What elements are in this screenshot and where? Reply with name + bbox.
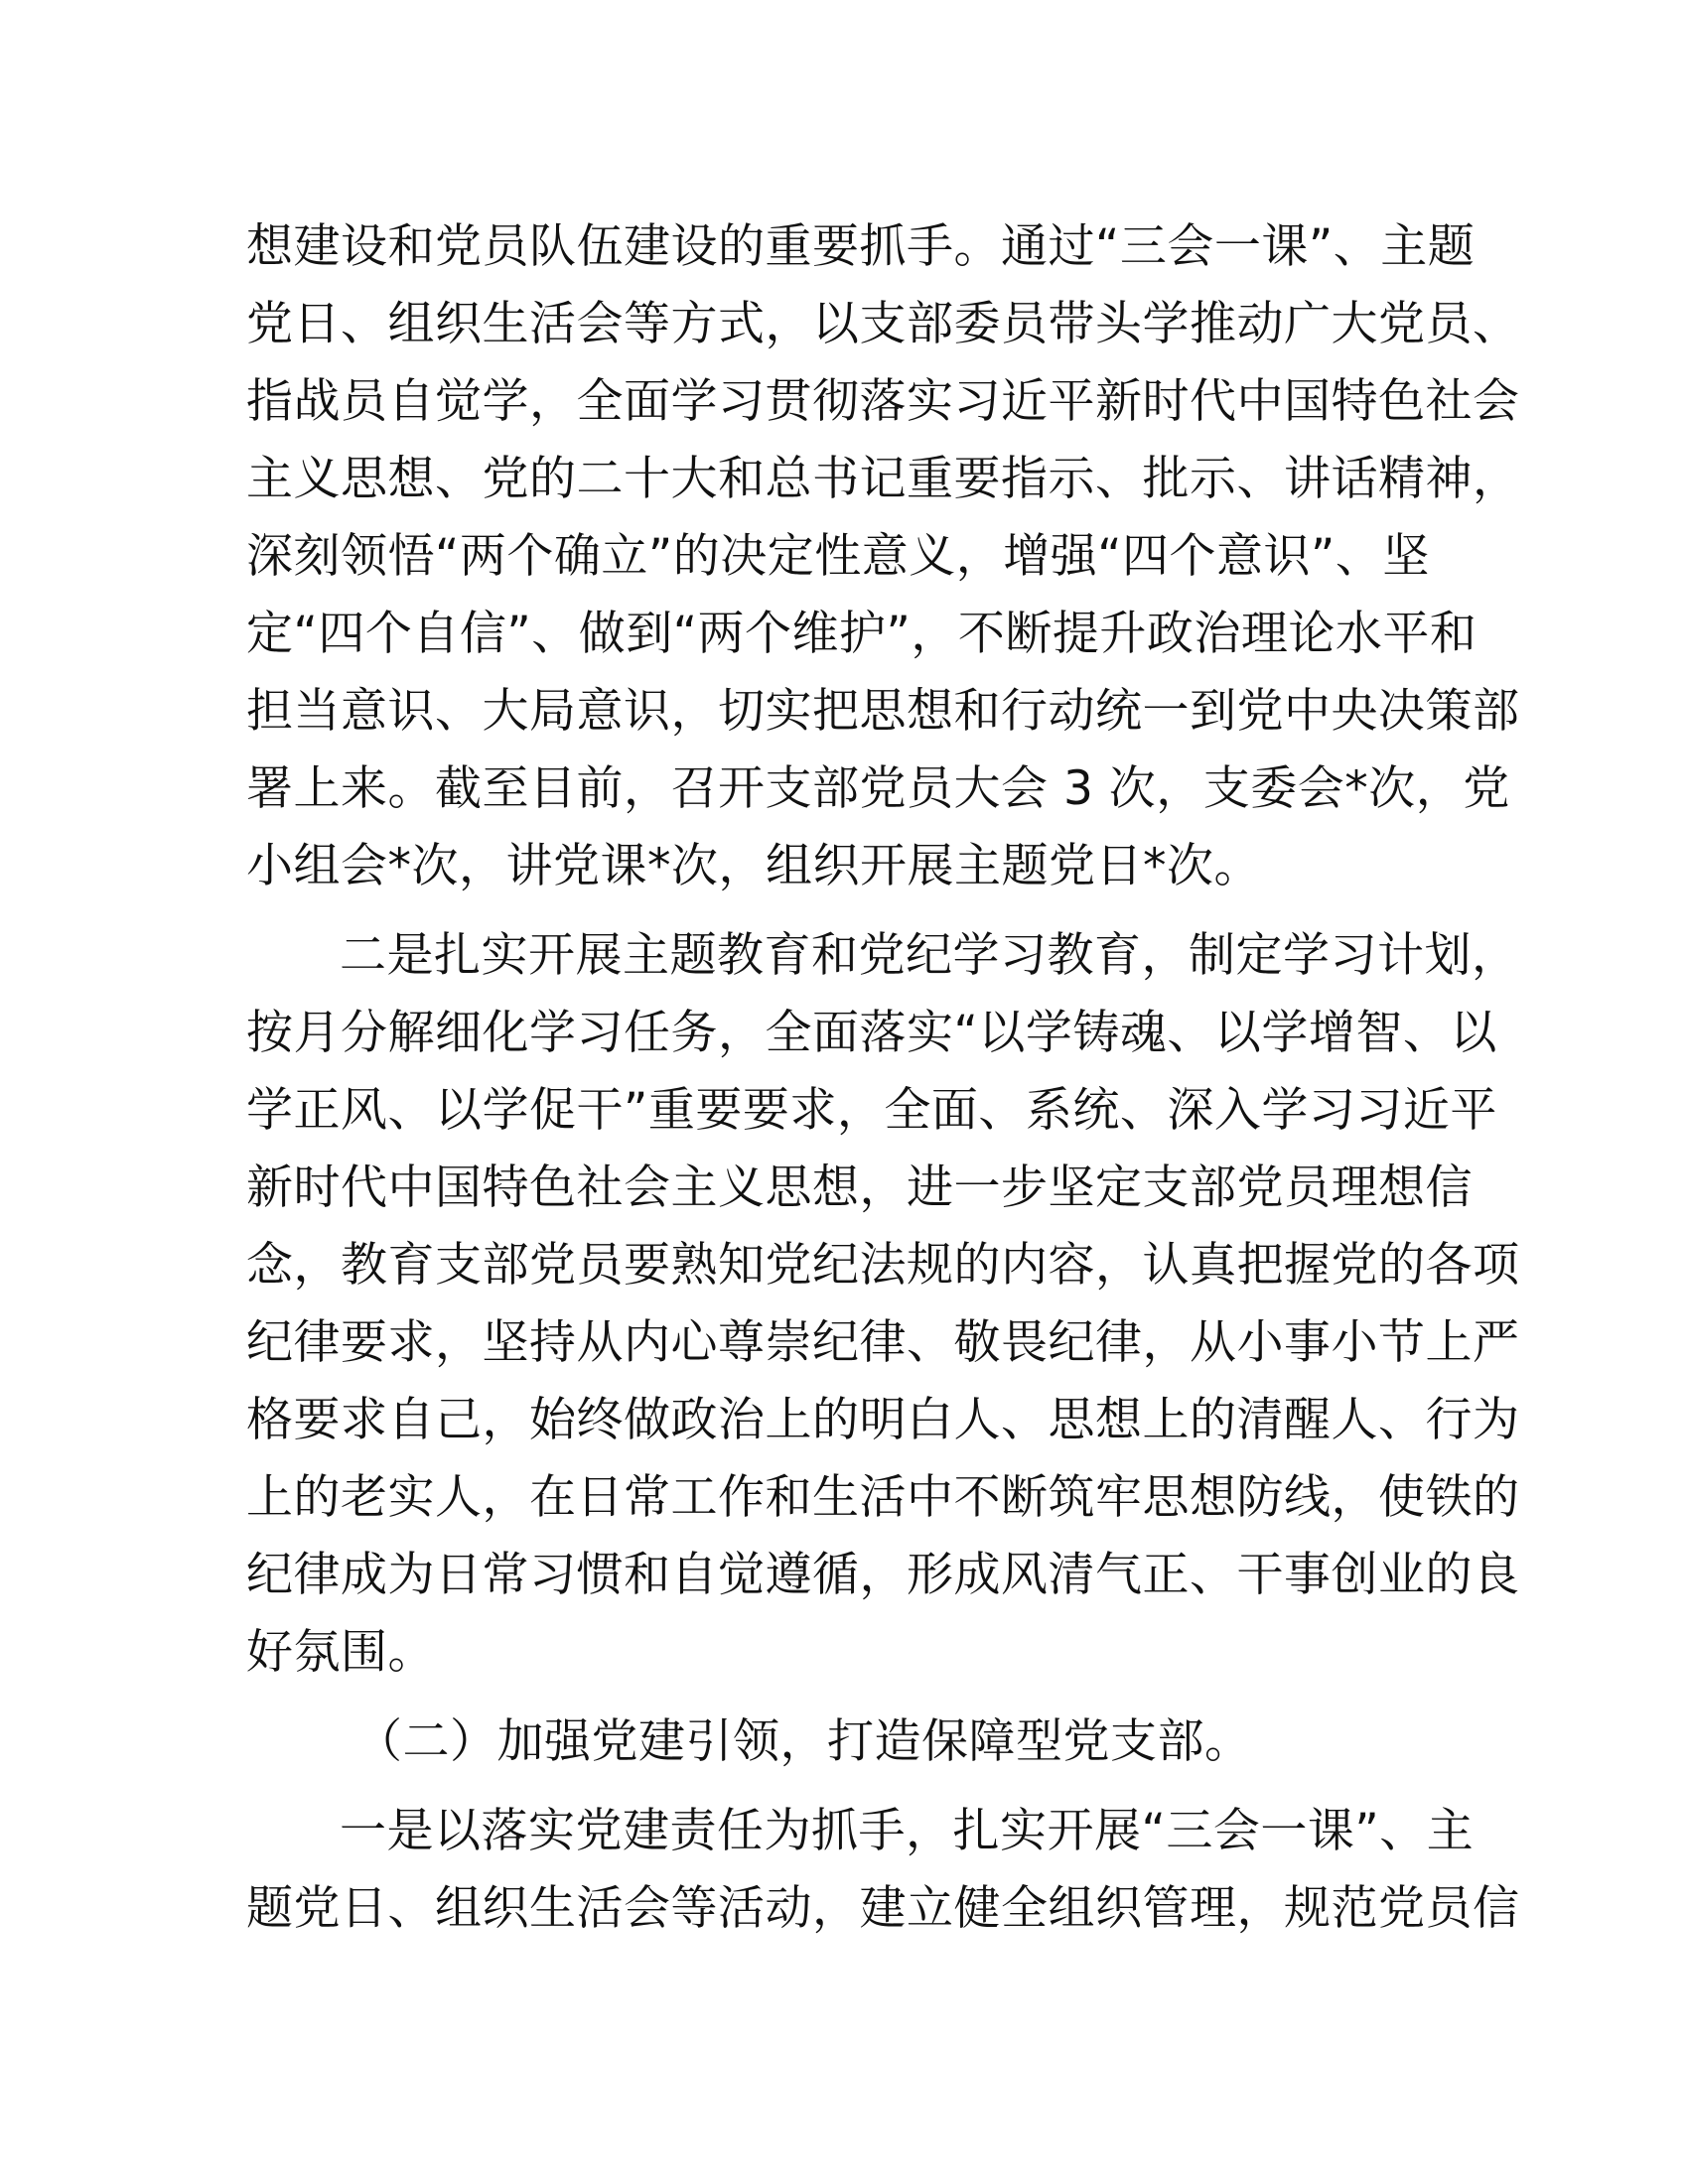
text-line: 念，教育支部党员要熟知党纪法规的内容，认真把握党的各项 [246, 1238, 1520, 1293]
text-line: 党日、组织生活会等方式，以支部委员带头学推动广大党员、 [246, 297, 1520, 351]
text-line: 一是以落实党建责任为抓手，扎实开展“三会一课”、主 [340, 1804, 1475, 1858]
text-line: 新时代中国特色社会主义思想，进一步坚定支部党员理想信 [246, 1160, 1473, 1215]
text-line: 深刻领悟“两个确立”的决定性意义，增强“四个意识”、坚 [246, 529, 1430, 584]
paragraph-1 [246, 208, 1520, 905]
text-line: 学正风、以学促干”重要要求，全面、系统、深入学习习近平 [246, 1083, 1497, 1138]
text-line: 定“四个自信”、做到“两个维护”，不断提升政治理论水平和 [246, 607, 1477, 661]
text-line: 格要求自己，始终做政治上的明白人、思想上的清醒人、行为 [246, 1393, 1520, 1447]
text-line: 纪律要求，坚持从内心尊崇纪律、敬畏纪律，从小事小节上严 [246, 1315, 1520, 1370]
text-line: 按月分解细化学习任务，全面落实“以学铸魂、以学增智、以 [246, 1006, 1497, 1060]
text-line: 担当意识、大局意识，切实把思想和行动统一到党中央决策部 [246, 684, 1520, 739]
paragraph-2 [246, 917, 1520, 1692]
section-heading [246, 1704, 1442, 1781]
text-line: 想建设和党员队伍建设的重要抓手。通过“三会一课”、主题 [246, 219, 1476, 274]
text-line: 题党日、组织生活会等活动，建立健全组织管理，规范党员信 [246, 1881, 1520, 1936]
heading-line: （二）加强党建引领，打造保障型党支部。 [355, 1714, 1252, 1769]
text-line: 指战员自觉学，全面学习贯彻落实习近平新时代中国特色社会 [246, 374, 1520, 429]
text-line: 小组会*次，讲党课*次，组织开展主题党日*次。 [246, 839, 1261, 893]
text-line: 上的老实人，在日常工作和生活中不断筑牢思想防线，使铁的 [246, 1470, 1520, 1525]
body-text [246, 208, 1520, 1960]
text-line: 二是扎实开展主题教育和党纪学习教育，制定学习计划， [340, 928, 1519, 983]
paragraph-3 [246, 1793, 1520, 1948]
text-line: 纪律成为日常习惯和自觉遵循，形成风清气正、干事创业的良 [246, 1548, 1520, 1602]
text-line: 好氛围。 [246, 1625, 435, 1680]
text-line: 主义思想、党的二十大和总书记重要指示、批示、讲话精神， [246, 452, 1520, 506]
text-line: 署上来。截至目前，召开支部党员大会 3 次，支委会*次，党 [246, 761, 1510, 816]
